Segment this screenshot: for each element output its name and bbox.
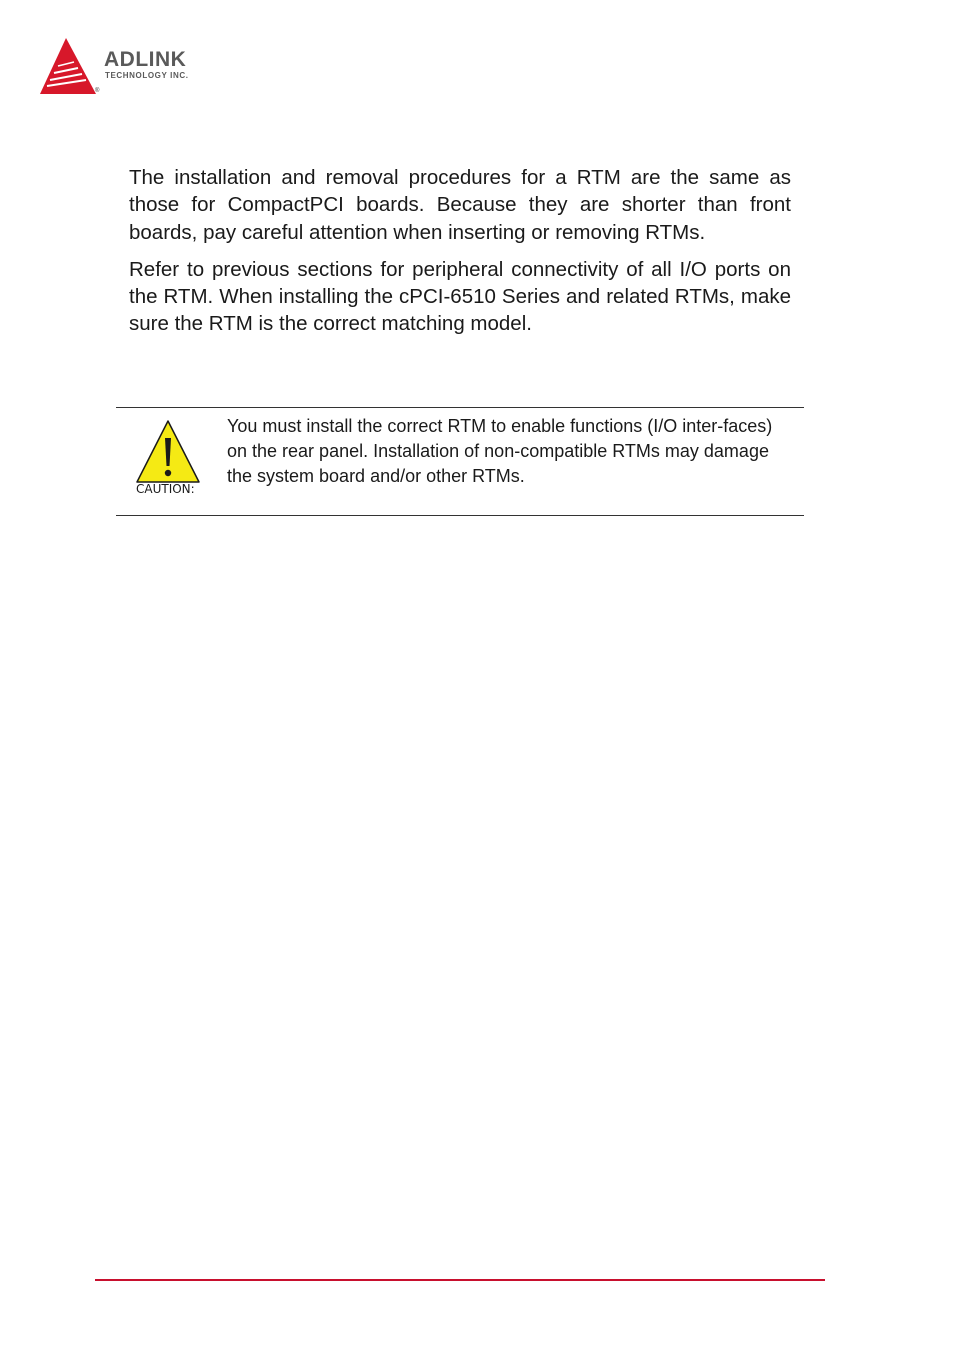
footer-rule — [95, 1279, 825, 1281]
registered-mark: ® — [95, 88, 100, 94]
caution-label: CAUTION: — [136, 482, 195, 496]
paragraph: The installation and removal procedures for a RTM are the same as those for CompactPCI boards. Because they are shorter than front boards, pay careful attention when inserting or removing RTMs. — [129, 166, 791, 244]
brand-name: ADLINK — [104, 48, 187, 71]
body-text — [129, 164, 791, 348]
adlink-logo — [38, 36, 238, 100]
paragraph: Refer to previous sections for peripheral connectivity of all I/O ports on the RTM. When installing the cPCI-6510 Series and related RTMs, make sure the RTM is the correct matching model. — [129, 257, 791, 336]
adlink-triangle-icon — [38, 36, 100, 98]
caution-box — [116, 407, 804, 516]
caution-text: You must install the correct RTM to enable functions (I/O inter-faces) on the rear panel. Installation of non-compatible RTMs may damage the system board and/or other RTMs. — [227, 416, 773, 486]
brand-subtitle: TECHNOLOGY INC. — [105, 71, 189, 80]
warning-triangle-icon — [135, 418, 201, 484]
